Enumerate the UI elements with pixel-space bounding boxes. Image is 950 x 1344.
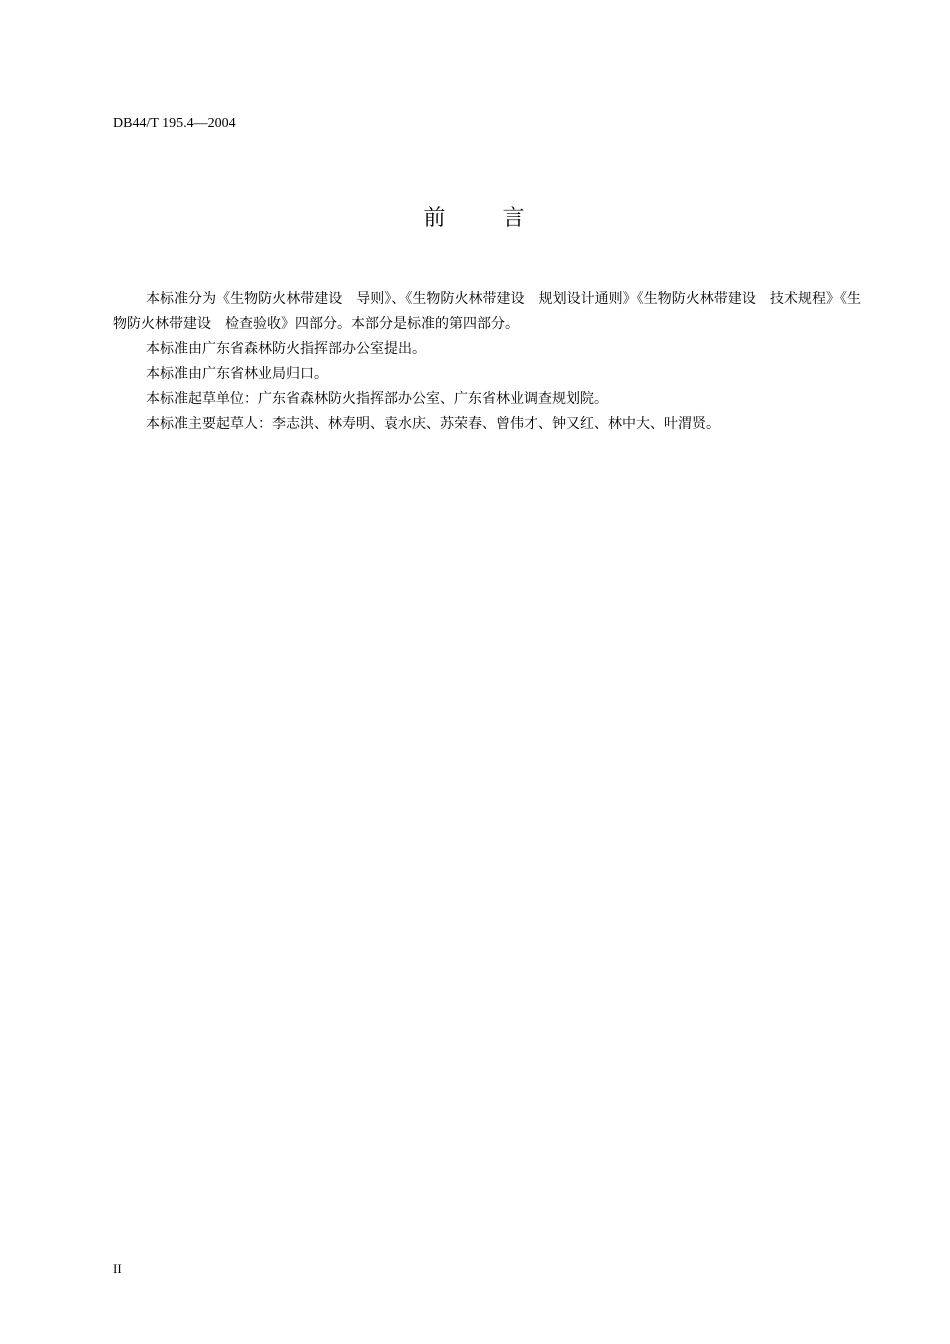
standard-code: DB44/T 195.4—2004 xyxy=(113,116,236,131)
paragraph-proposer: 本标准由广东省森林防火指挥部办公室提出。 xyxy=(146,341,426,357)
foreword-body xyxy=(113,287,861,437)
paragraph-drafting-units: 本标准起草单位：广东省森林防火指挥部办公室、广东省林业调查规划院。 xyxy=(146,391,608,407)
paragraph-drafters: 本标准主要起草人：李志洪、林寿明、袁水庆、苏荣春、曾伟才、钟又红、林中大、叶渭贤。 xyxy=(146,416,720,432)
paragraph-parts: 本标准分为《生物防火林带建设 导则》、《生物防火林带建设 规划设计通则》《生物防火林带建设 技术规程》《生物防火林带建设 检查验收》四部分。本部分是标准的第四部分。 xyxy=(113,291,861,332)
title-char-1: 前 xyxy=(423,206,448,231)
title-char-2: 言 xyxy=(502,206,527,231)
paragraph-administrator: 本标准由广东省林业局归口。 xyxy=(146,366,328,382)
page-number: II xyxy=(113,1261,122,1276)
page-title xyxy=(0,202,950,236)
